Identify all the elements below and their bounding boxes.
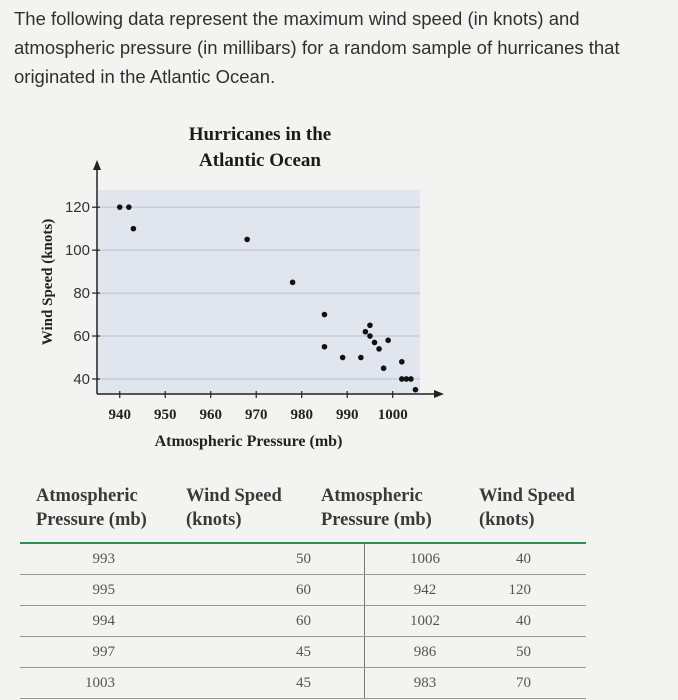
data-point [358, 355, 364, 361]
pressure-cell: 994 [20, 606, 223, 637]
x-tick-label: 980 [290, 407, 313, 423]
data-point [413, 387, 419, 393]
data-point [126, 204, 132, 210]
x-tick-label: 970 [244, 407, 268, 423]
data-point [322, 344, 328, 350]
wind-cell: 50 [505, 637, 586, 668]
pressure-cell: 942 [365, 575, 506, 606]
wind-cell: 60 [223, 575, 365, 606]
data-table [20, 484, 586, 699]
table-row [20, 544, 586, 575]
y-tick-label: 120 [64, 199, 90, 217]
data-point [363, 329, 369, 335]
header-wind-1: Wind Speed (knots) [186, 486, 282, 530]
wind-cell: 70 [505, 668, 586, 699]
data-point [385, 338, 391, 344]
plot-area [97, 190, 420, 394]
table-row [20, 668, 586, 699]
y-tick-label: 80 [73, 285, 90, 303]
y-axis-label: Wind Speed (knots) [40, 218, 56, 346]
table-row [20, 606, 586, 637]
table-row [20, 637, 586, 668]
chart-title-line2: Atlantic Ocean [199, 150, 321, 171]
data-point [367, 322, 373, 328]
table-header [20, 484, 586, 532]
data-point [340, 355, 346, 361]
wind-cell: 45 [223, 668, 365, 699]
data-point [117, 204, 123, 210]
y-tick-label: 100 [64, 242, 90, 260]
data-point [131, 226, 137, 232]
wind-cell: 40 [505, 544, 586, 575]
y-axis-arrow [93, 160, 101, 170]
x-tick-label: 950 [153, 407, 177, 423]
x-axis-label: Atmospheric Pressure (mb) [154, 433, 343, 450]
x-tick-label: 1000 [377, 407, 408, 423]
x-tick-label: 990 [335, 407, 359, 423]
wind-cell: 40 [505, 606, 586, 637]
pressure-cell: 1006 [365, 544, 506, 575]
data-point [399, 359, 405, 365]
pressure-cell: 1002 [365, 606, 506, 637]
header-pressure-1: Atmospheric Pressure (mb) [36, 486, 147, 530]
header-wind-2: Wind Speed (knots) [479, 486, 575, 530]
data-point [244, 237, 250, 243]
pressure-cell: 986 [365, 637, 506, 668]
wind-cell: 50 [223, 544, 365, 575]
header-pressure-2: Atmospheric Pressure (mb) [321, 486, 432, 530]
data-point [290, 280, 296, 286]
x-tick-label: 960 [199, 407, 222, 423]
pressure-cell: 995 [20, 575, 223, 606]
y-tick-label: 40 [73, 370, 90, 388]
x-tick-label: 940 [108, 407, 131, 423]
wind-cell: 60 [223, 606, 365, 637]
question-text: The following data represent the maximum wind speed (in knots) and atmospheric pressure (in millibars) for a random sample of hurricanes that originated in the Atlantic Ocean. [14, 8, 620, 87]
data-point [372, 340, 378, 346]
wind-cell: 120 [505, 575, 586, 606]
chart-title-line1: Hurricanes in the [188, 124, 332, 145]
y-tick-label: 60 [73, 328, 90, 346]
data-point [367, 333, 373, 339]
pressure-cell: 983 [365, 668, 506, 699]
data-point [322, 312, 328, 318]
data-point [376, 346, 382, 352]
data-point [408, 376, 414, 382]
wind-cell: 45 [223, 637, 365, 668]
table-row [20, 575, 586, 606]
data-table-body [20, 542, 586, 699]
data-point [381, 365, 387, 371]
pressure-cell: 993 [20, 544, 223, 575]
x-axis-arrow [434, 390, 444, 398]
pressure-cell: 997 [20, 637, 223, 668]
pressure-cell: 1003 [20, 668, 223, 699]
